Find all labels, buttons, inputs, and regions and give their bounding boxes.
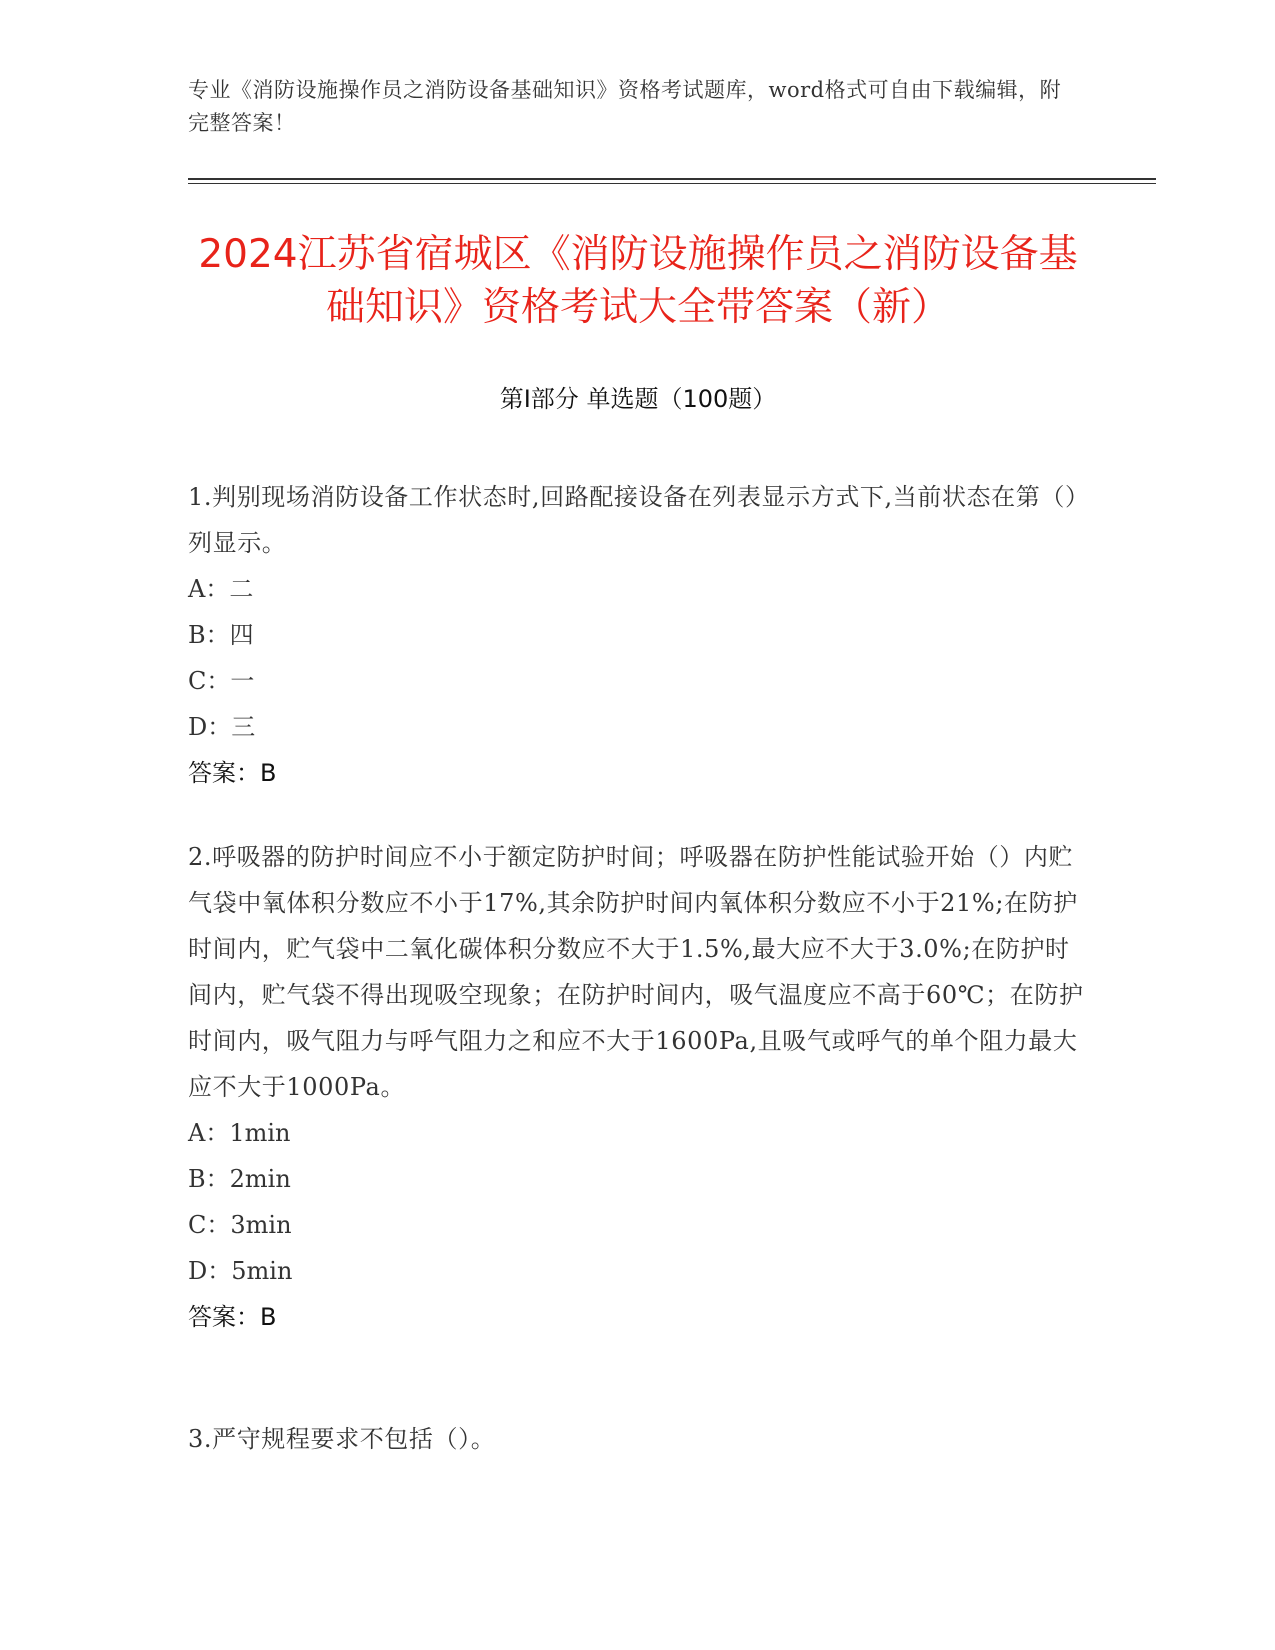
question-2 bbox=[188, 834, 1088, 1340]
question-stem: 1.判别现场消防设备工作状态时,回路配接设备在列表显示方式下,当前状态在第（）列显示。 bbox=[188, 483, 1078, 557]
question-stem: 3.严守规程要求不包括（）。 bbox=[188, 1425, 496, 1453]
question-stem: 2.呼吸器的防护时间应不小于额定防护时间；呼吸器在防护性能试验开始（）内贮气袋中氧体积分数应不小于17%,其余防护时间内氧体积分数应不小于21%;在防护时间内，贮气袋中二氧化碳体积分数应不大于1.5%,最大应不大于3.0%;在防护时间内，贮气袋不得出现吸空现象；在防护时间内，吸气温度应不高于60℃；在防护时间内，吸气阻力与呼气阻力之和应不大于1600Pa,且吸气或呼气的单个阻力最大应不大于1000Pa。 bbox=[188, 843, 1084, 1101]
question-3 bbox=[188, 1416, 1088, 1462]
header-divider-thin bbox=[188, 183, 1156, 184]
option-c: C：一 bbox=[188, 667, 255, 695]
section-heading: 第Ⅰ部分 单选题（100题） bbox=[499, 385, 777, 413]
option-b: B：四 bbox=[188, 621, 254, 649]
option-c: C：3min bbox=[188, 1211, 292, 1239]
option-d: D：5min bbox=[188, 1257, 293, 1285]
option-b: B：2min bbox=[188, 1165, 291, 1193]
header-note: 专业《消防设施操作员之消防设备基础知识》资格考试题库，word格式可自由下载编辑，附完整答案！ bbox=[188, 78, 1062, 135]
answer-line: 答案：B bbox=[188, 759, 277, 787]
header-divider-thick bbox=[188, 178, 1156, 180]
option-d: D：三 bbox=[188, 713, 256, 741]
question-1 bbox=[188, 474, 1088, 796]
option-a: A：二 bbox=[188, 575, 254, 603]
answer-line: 答案：B bbox=[188, 1303, 277, 1331]
document-title: 2024江苏省宿城区《消防设施操作员之消防设备基础知识》资格考试大全带答案（新） bbox=[198, 232, 1078, 330]
option-a: A：1min bbox=[188, 1119, 291, 1147]
